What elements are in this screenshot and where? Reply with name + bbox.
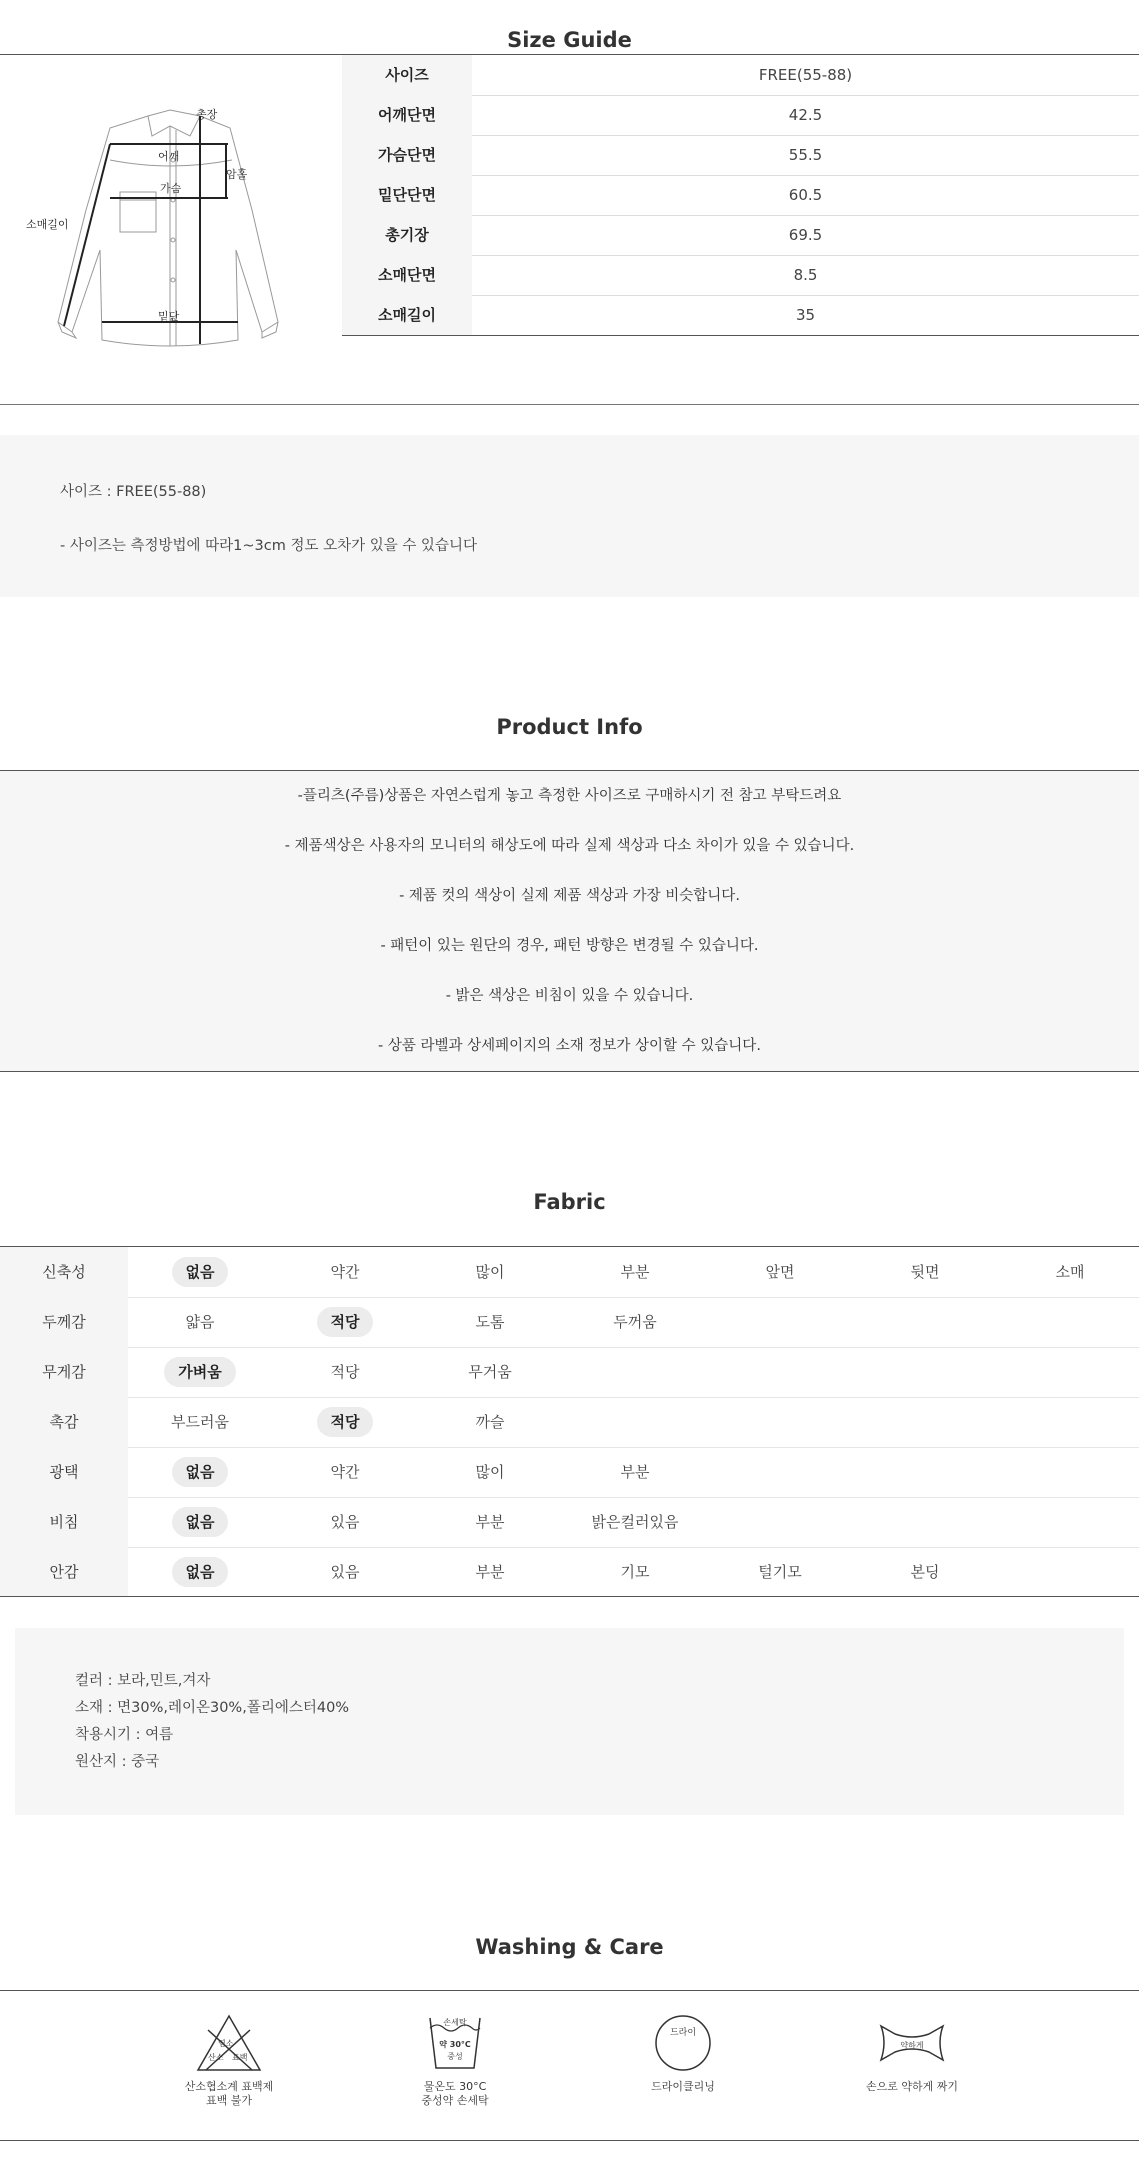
fabric-option-label: 무거움 xyxy=(468,1363,512,1381)
fabric-option xyxy=(295,1347,395,1397)
fabric-option-label: 부분 xyxy=(475,1513,505,1531)
fabric-row-label: 광택 xyxy=(0,1447,128,1497)
fabric-detail-line: 원산지 : 중국 xyxy=(75,1754,160,1770)
fabric-option xyxy=(585,1297,685,1347)
fabric-details-box xyxy=(15,1628,1124,1815)
fabric-option-label: 부드러움 xyxy=(171,1413,229,1431)
hand-wash-text-2: 약 30°C xyxy=(439,2040,471,2049)
fabric-option-label: 없음 xyxy=(172,1507,229,1537)
fabric-bottom-rule xyxy=(0,1596,1139,1597)
fabric-option-label: 뒷면 xyxy=(910,1263,940,1281)
fabric-option xyxy=(585,1447,685,1497)
fabric-option-label: 도톰 xyxy=(475,1313,505,1331)
product-info-line: -플리츠(주름)상품은 자연스럽게 놓고 측정한 사이즈로 구매하시기 전 참고 부탁드려요 xyxy=(0,771,1139,822)
product-info-line: - 제품색상은 사용자의 모니터의 해상도에 따라 실제 색상과 다소 차이가 있을 수 있습니다. xyxy=(0,821,1139,872)
fabric-option-label: 기모 xyxy=(620,1563,650,1581)
fabric-option-label: 적당 xyxy=(330,1363,360,1381)
fabric-option xyxy=(295,1247,395,1297)
fabric-option xyxy=(440,1247,540,1297)
fabric-option-label: 많이 xyxy=(475,1263,505,1281)
fabric-option xyxy=(440,1297,540,1347)
size-row-label: 가슴단면 xyxy=(342,135,472,175)
fabric-option-label: 본딩 xyxy=(910,1563,940,1581)
fabric-option-label: 있음 xyxy=(330,1513,360,1531)
fabric-option xyxy=(730,1247,830,1297)
size-row-value: 69.5 xyxy=(788,226,823,244)
fabric-option xyxy=(1020,1247,1120,1297)
fabric-option-label: 부분 xyxy=(620,1463,650,1481)
fabric-option-label: 적당 xyxy=(317,1407,374,1437)
fabric-row xyxy=(0,1497,1139,1548)
label-sleeve-length: 소매길이 xyxy=(26,218,69,231)
fabric-row xyxy=(0,1297,1139,1348)
size-row xyxy=(342,175,1139,216)
fabric-option xyxy=(440,1397,540,1447)
shirt-diagram xyxy=(26,100,300,360)
no-bleach-text-2: 산소 xyxy=(208,2053,224,2062)
size-row xyxy=(342,55,1139,96)
size-note-size: 사이즈 : FREE(55-88) xyxy=(60,484,207,500)
product-info-line: - 패턴이 있는 원단의 경우, 패턴 방향은 변경될 수 있습니다. xyxy=(0,921,1139,972)
fabric-detail-line: 착용시기 : 여름 xyxy=(75,1727,174,1743)
fabric-option-selected xyxy=(150,1497,250,1547)
fabric-option-selected xyxy=(150,1347,250,1397)
fabric-option xyxy=(150,1397,250,1447)
fabric-option-label: 많이 xyxy=(475,1463,505,1481)
care-no-bleach xyxy=(154,2012,304,2108)
size-row-label: 어깨단면 xyxy=(342,95,472,135)
washing-bottom-rule xyxy=(0,2140,1139,2141)
fabric-option-label: 앞면 xyxy=(765,1263,795,1281)
fabric-option xyxy=(585,1247,685,1297)
fabric-detail-line: 소재 : 면30%,레이온30%,폴리에스터40% xyxy=(75,1700,350,1716)
fabric-option-label: 약간 xyxy=(330,1263,360,1281)
fabric-option xyxy=(440,1497,540,1547)
size-row xyxy=(342,255,1139,296)
care-dry-clean xyxy=(608,2012,758,2094)
product-info-bottom-rule xyxy=(0,1071,1139,1072)
fabric-option xyxy=(440,1547,540,1597)
size-row-value: 35 xyxy=(795,306,816,324)
size-row-label: 밑단단면 xyxy=(342,175,472,215)
product-info-line: - 제품 컷의 색상이 실제 제품 색상과 가장 비슷합니다. xyxy=(0,871,1139,922)
fabric-title: Fabric xyxy=(533,1190,606,1214)
size-row xyxy=(342,95,1139,136)
size-note-error: - 사이즈는 측정방법에 따라1~3cm 정도 오차가 있을 수 있습니다 xyxy=(60,538,477,554)
fabric-option-selected xyxy=(150,1547,250,1597)
dry-clean-caption-1: 드라이클리닝 xyxy=(651,2080,715,2093)
fabric-option xyxy=(295,1547,395,1597)
size-table-bottom-rule xyxy=(342,335,1139,336)
fabric-option-label: 부분 xyxy=(620,1263,650,1281)
fabric-option-label: 부분 xyxy=(475,1563,505,1581)
fabric-row xyxy=(0,1347,1139,1398)
no-bleach-text-1: 염소 xyxy=(218,2039,234,2048)
gentle-wring-caption-1: 손으로 약하게 짜기 xyxy=(865,2080,958,2093)
fabric-option-label: 두꺼움 xyxy=(613,1313,657,1331)
label-total-length: 총장 xyxy=(196,108,218,121)
care-hand-wash xyxy=(380,2012,530,2108)
fabric-option-selected xyxy=(295,1297,395,1347)
size-note-box xyxy=(0,435,1139,597)
gentle-wring-text-1: 약하게 xyxy=(900,2041,924,2050)
product-info-line: - 상품 라벨과 상세페이지의 소재 정보가 상이할 수 있습니다. xyxy=(0,1021,1139,1072)
fabric-row xyxy=(0,1547,1139,1597)
fabric-row xyxy=(0,1247,1139,1298)
fabric-row xyxy=(0,1397,1139,1448)
fabric-option-label: 적당 xyxy=(317,1307,374,1337)
fabric-option xyxy=(150,1297,250,1347)
fabric-option-label: 소매 xyxy=(1055,1263,1085,1281)
fabric-option xyxy=(440,1347,540,1397)
fabric-option xyxy=(295,1447,395,1497)
fabric-row-label: 신축성 xyxy=(0,1247,128,1297)
size-row-label: 총기장 xyxy=(342,215,472,255)
dry-clean-text-1: 드라이 xyxy=(669,2028,697,2038)
size-row-label: 소매단면 xyxy=(342,255,472,295)
fabric-row-label: 안감 xyxy=(0,1547,128,1597)
washing-top-rule xyxy=(0,1990,1139,1991)
care-gentle-wring xyxy=(837,2012,987,2094)
fabric-option xyxy=(295,1497,395,1547)
hand-wash-text-3: 중성 xyxy=(447,2052,463,2061)
hand-wash-caption-2: 중성약 손세탁 xyxy=(421,2094,489,2107)
fabric-option xyxy=(585,1497,685,1547)
fabric-option-selected xyxy=(150,1447,250,1497)
size-row-value: 55.5 xyxy=(788,146,823,164)
fabric-option xyxy=(730,1547,830,1597)
fabric-option xyxy=(875,1247,975,1297)
fabric-row-label: 촉감 xyxy=(0,1397,128,1447)
fabric-option-selected xyxy=(150,1247,250,1297)
hand-wash-caption-1: 물온도 30°C xyxy=(423,2080,487,2093)
fabric-option xyxy=(440,1447,540,1497)
size-guide-title: Size Guide xyxy=(507,28,632,52)
fabric-detail-line: 컬러 : 보라,민트,겨자 xyxy=(75,1673,211,1689)
size-row-value: 8.5 xyxy=(793,266,818,284)
fabric-option-label: 털기모 xyxy=(758,1563,802,1581)
size-guide-bottom-rule xyxy=(0,404,1139,405)
fabric-row-label: 무게감 xyxy=(0,1347,128,1397)
size-row-label: 사이즈 xyxy=(342,55,472,95)
label-chest: 가슴 xyxy=(160,182,182,195)
size-row-value: 42.5 xyxy=(788,106,823,124)
fabric-option-label: 밝은컬러있음 xyxy=(591,1513,679,1531)
dry-clean-icon xyxy=(648,2012,718,2074)
fabric-option xyxy=(875,1547,975,1597)
size-row-value: FREE(55-88) xyxy=(758,66,853,84)
fabric-option-label: 까슬 xyxy=(475,1413,505,1431)
size-row xyxy=(342,215,1139,256)
fabric-row-label: 비침 xyxy=(0,1497,128,1547)
fabric-row-label: 두께감 xyxy=(0,1297,128,1347)
size-row xyxy=(342,295,1139,335)
label-shoulder: 어깨 xyxy=(158,150,180,163)
hand-wash-text-1: 손세탁 xyxy=(443,2018,467,2027)
fabric-option-label: 얇음 xyxy=(185,1313,215,1331)
fabric-option-selected xyxy=(295,1397,395,1447)
product-info-title: Product Info xyxy=(496,715,643,739)
fabric-option-label: 없음 xyxy=(172,1457,229,1487)
fabric-row xyxy=(0,1447,1139,1498)
no-bleach-text-3: 표백 xyxy=(232,2053,248,2062)
label-armhole: 암홀 xyxy=(226,168,248,181)
fabric-details xyxy=(75,1668,349,1776)
no-bleach-caption-1: 산소협소계 표백제 xyxy=(184,2080,274,2093)
fabric-option-label: 없음 xyxy=(172,1257,229,1287)
fabric-option-label: 약간 xyxy=(330,1463,360,1481)
size-row-value: 60.5 xyxy=(788,186,823,204)
washing-title: Washing & Care xyxy=(475,1935,664,1959)
no-bleach-caption-2: 표백 불가 xyxy=(205,2094,252,2107)
fabric-option-label: 있음 xyxy=(330,1563,360,1581)
fabric-option-label: 없음 xyxy=(172,1557,229,1587)
fabric-option xyxy=(585,1547,685,1597)
size-row-label: 소매길이 xyxy=(342,295,472,335)
label-hem: 밑단 xyxy=(158,310,180,323)
product-info-line: - 밝은 색상은 비침이 있을 수 있습니다. xyxy=(0,971,1139,1022)
fabric-option-label: 가벼움 xyxy=(164,1357,235,1387)
size-row xyxy=(342,135,1139,176)
